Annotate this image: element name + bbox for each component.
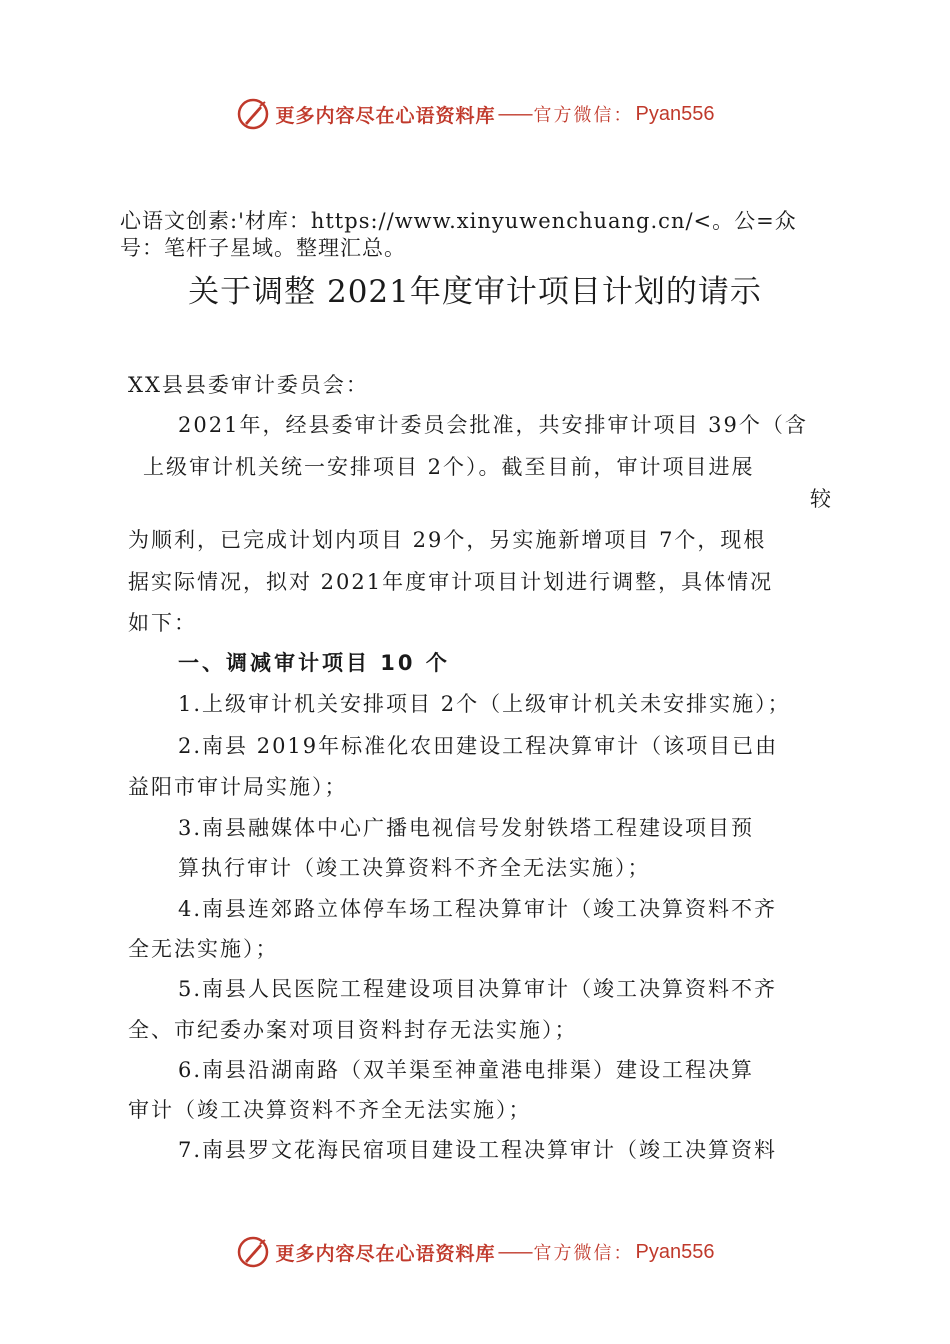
list-item: 算执行审计（竣工决算资料不齐全无法实施）； [178,856,651,880]
feather-pen-icon [236,1235,270,1269]
banner-dash: —— [497,103,532,125]
feather-pen-icon [236,97,270,131]
intro-line: 上级审计机关统一安排项目 2个）。截至目前，审计项目进展 [143,455,755,479]
salutation: XX县县委审计委员会： [128,373,369,397]
bottom-banner [0,1232,950,1272]
list-item: 全、市纪委办案对项目资料封存无法实施）； [128,1018,578,1042]
intro-line: 如下： [128,611,197,635]
banner-wechat-id: Pyan556 [635,1240,715,1263]
banner-dash: —— [497,1241,532,1263]
intro-line: 2021年，经县委审计委员会批准，共安排审计项目 39个（含 [178,413,808,437]
intro-line: 较 [810,487,833,511]
banner-text: 更多内容尽在心语资料库 [275,104,496,127]
document-title: 关于调整 2021年度审计项目计划的请示 [188,274,762,310]
list-item: 6.南县沿湖南路（双羊渠至神童港电排渠）建设工程决算 [178,1058,755,1082]
list-item: 3.南县融媒体中心广播电视信号发射铁塔工程建设项目预 [178,816,755,840]
banner-wechat-label: 官方微信： [533,1243,634,1264]
top-banner [0,94,950,134]
list-item: 益阳市审计局实施）； [128,775,348,799]
list-item: 1.上级审计机关安排项目 2个（上级审计机关未安排实施）； [178,692,791,716]
source-note: 心语文创素:'材库：https://www.xinyuwenchuang.cn/<。公=众号：笔杆子星域。整理汇总。 [120,209,797,260]
banner-wechat-label: 官方微信： [533,105,634,126]
banner-text: 更多内容尽在心语资料库 [275,1242,496,1265]
intro-line: 为顺利，已完成计划内项目 29个，另实施新增项目 7个，现根 [128,528,767,552]
list-item: 7.南县罗文花海民宿项目建设工程决算审计（竣工决算资料 [178,1138,778,1162]
list-item: 审计（竣工决算资料不齐全无法实施）； [128,1098,532,1122]
banner-wechat-id: Pyan556 [635,102,715,125]
list-item: 5.南县人民医院工程建设项目决算审计（竣工决算资料不齐 [178,977,778,1001]
list-item: 2.南县 2019年标准化农田建设工程决算审计（该项目已由 [178,734,779,758]
intro-line: 据实际情况，拟对 2021年度审计项目计划进行调整，具体情况 [128,570,774,594]
section-heading: 一、调减审计项目 10 个 [178,651,450,675]
list-item: 4.南县连郊路立体停车场工程决算审计（竣工决算资料不齐 [178,897,778,921]
list-item: 全无法实施）； [128,937,279,961]
